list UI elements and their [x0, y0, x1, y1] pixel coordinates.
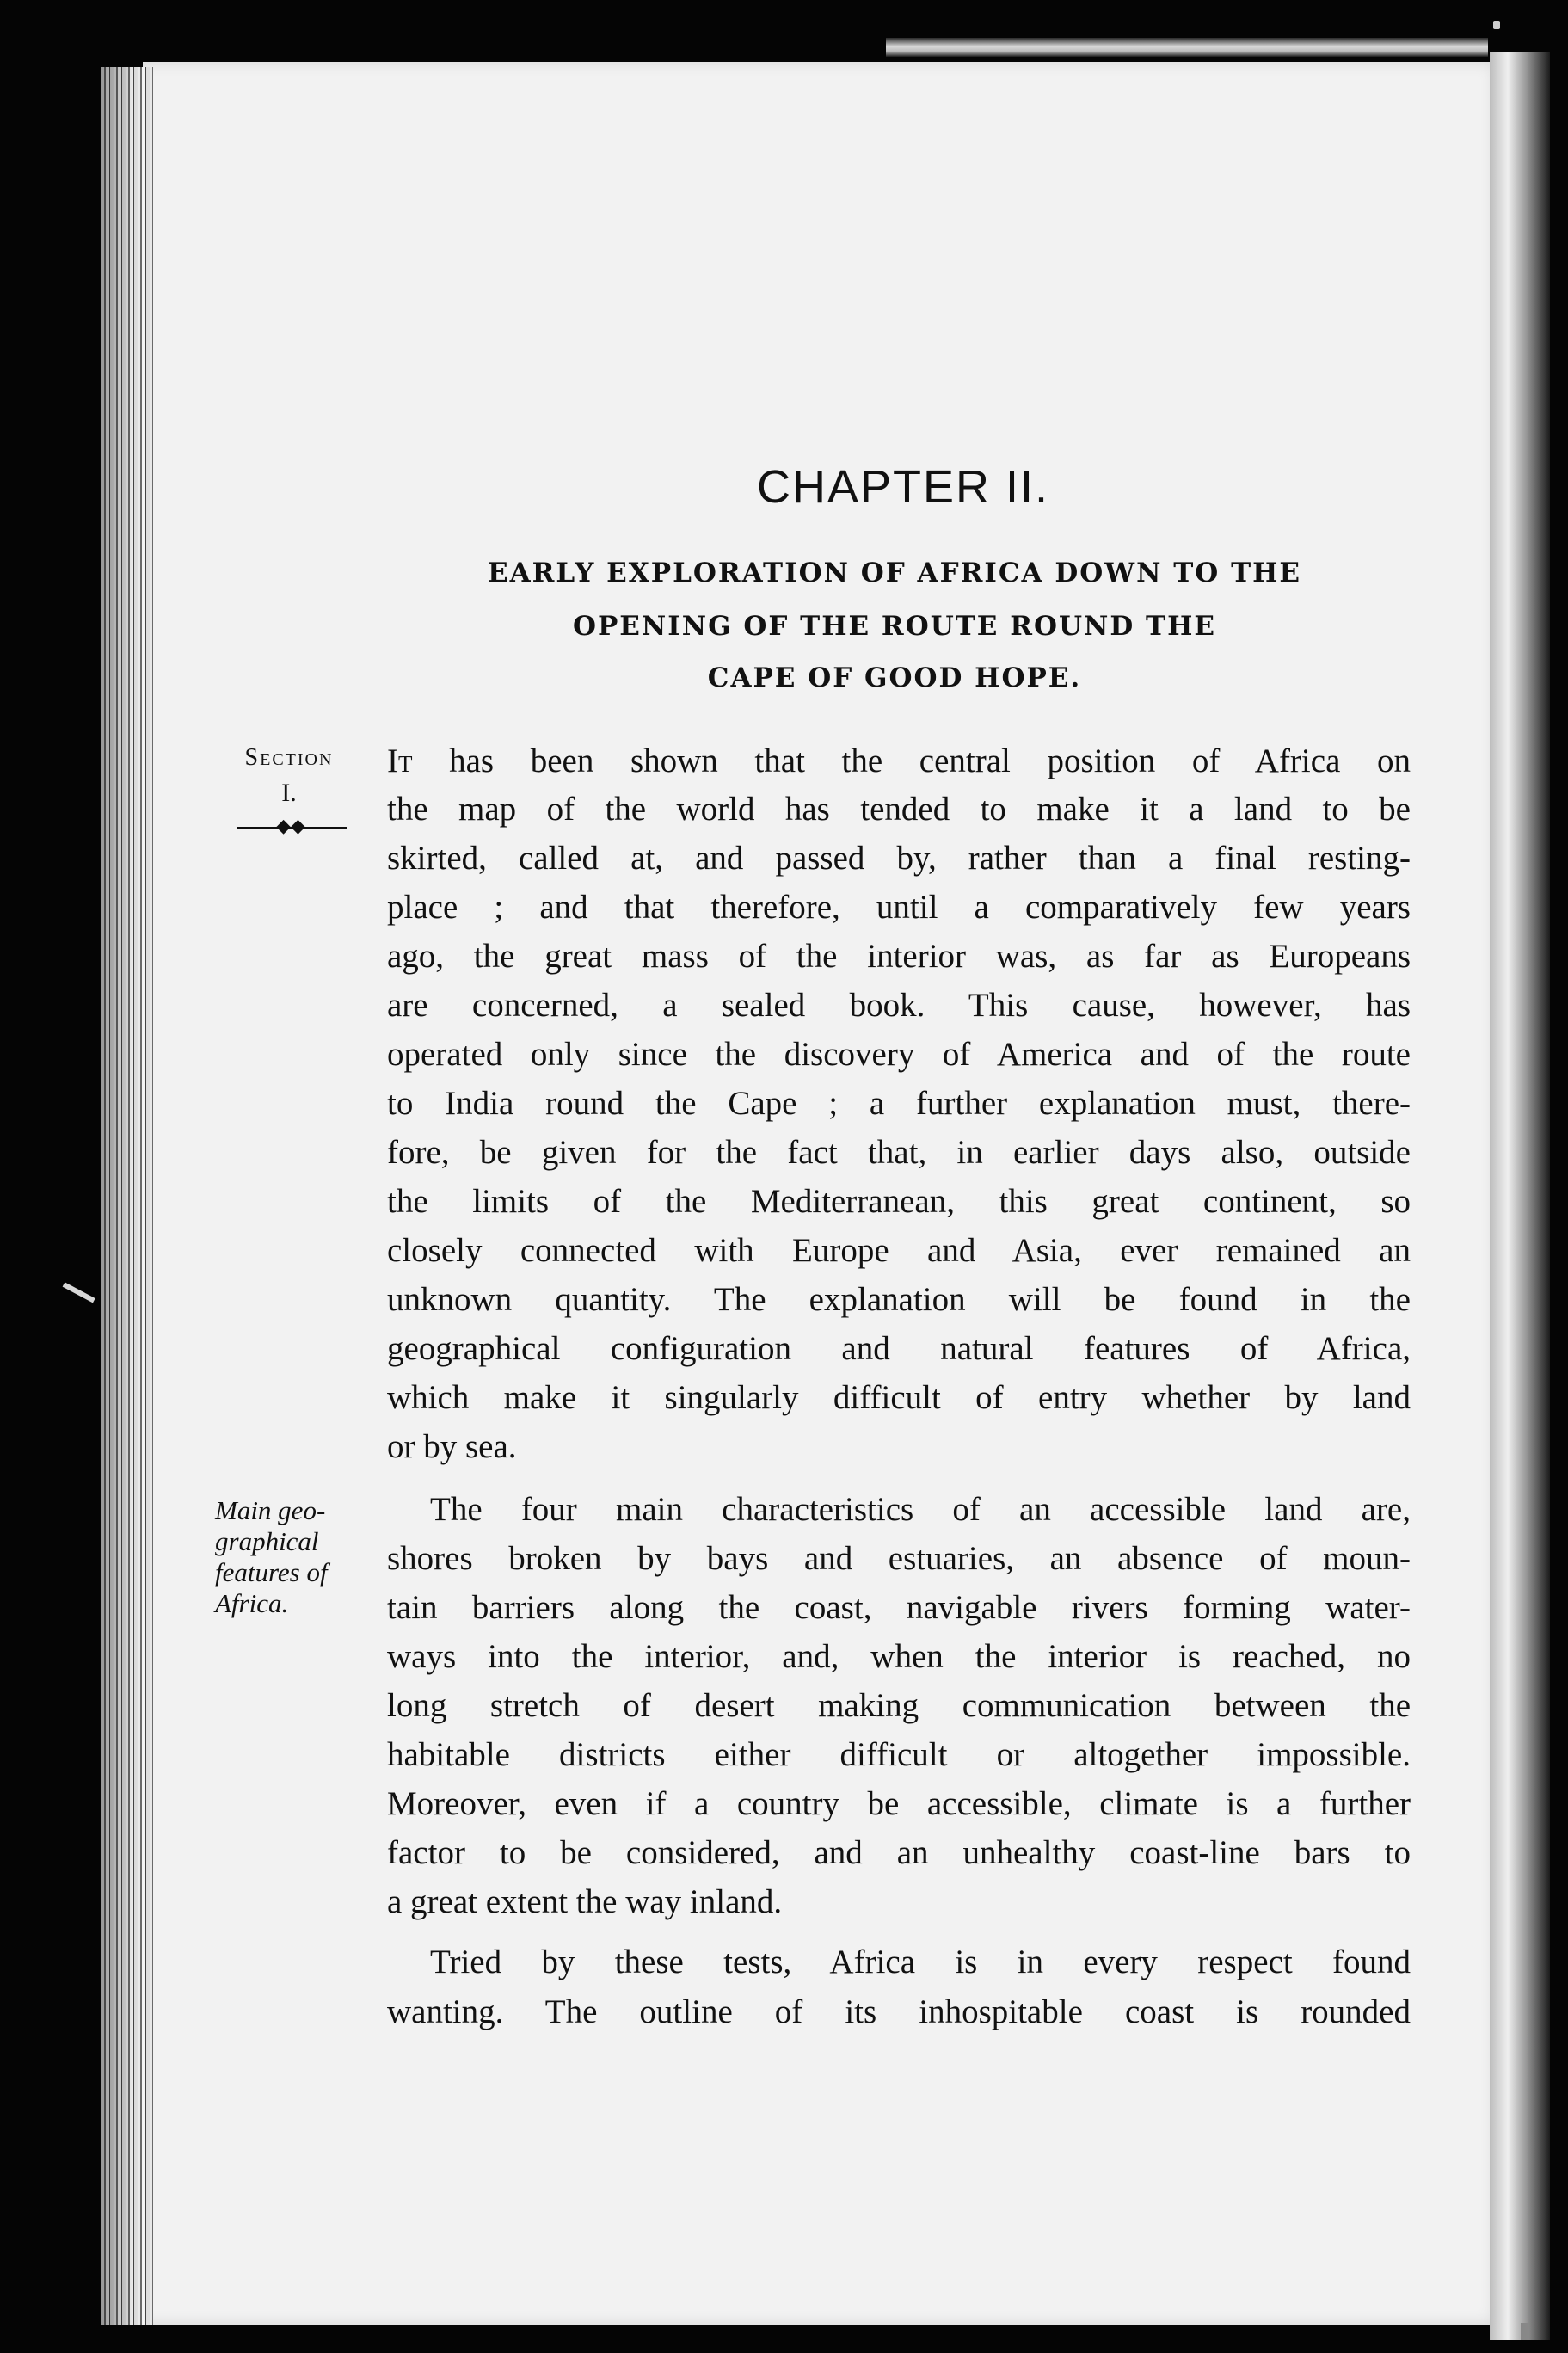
- body-line: The four main characteristics of an accessible land are,: [430, 1491, 1411, 1528]
- body-line: wanting. The outline of its inhospitable coast is rounded: [387, 1993, 1411, 2030]
- side-note-line: features of: [215, 1557, 328, 1587]
- scan-artifact-dot: [1493, 21, 1500, 29]
- body-line: tain barriers along the coast, navigable rivers forming water-: [387, 1589, 1411, 1626]
- side-note-line: Africa.: [215, 1588, 289, 1618]
- section-label: Section: [244, 744, 334, 771]
- body-line: the limits of the Mediterranean, this great continent, so: [387, 1183, 1411, 1220]
- chapter-heading-line-2: OPENING OF THE ROUTE ROUND THE: [572, 611, 1217, 642]
- body-line: place ; and that therefore, until a comparatively few years: [387, 889, 1411, 926]
- body-line: ago, the great mass of the interior was, as far as Europeans: [387, 938, 1411, 975]
- body-line: a great extent the way inland.: [387, 1883, 783, 1920]
- body-line: or by sea.: [387, 1428, 517, 1465]
- chapter-heading-line-3: CAPE OF GOOD HOPE.: [707, 662, 1082, 693]
- drop-word: It: [387, 742, 413, 779]
- body-line: which make it singularly difficult of entry whether by land: [387, 1379, 1411, 1416]
- body-line: [387, 742, 1411, 780]
- chapter-title: CHAPTER II.: [756, 461, 1050, 513]
- body-line: the map of the world has tended to make it a land to be: [387, 791, 1411, 828]
- body-line: to India round the Cape ; a further explanation must, there-: [387, 1085, 1411, 1122]
- section-ornament: ◆◆: [276, 815, 305, 836]
- body-line: fore, be given for the fact that, in earlier days also, outside: [387, 1134, 1411, 1171]
- section-number: I.: [281, 779, 297, 807]
- body-line: long stretch of desert making communication between the: [387, 1687, 1411, 1724]
- page-right-edge: [1490, 52, 1550, 2340]
- page-gutter-shade: [101, 67, 153, 2325]
- side-note-line: Main geo-: [215, 1495, 326, 1525]
- side-note: [215, 1495, 370, 1619]
- body-line: skirted, called at, and passed by, rather than a final resting-: [387, 840, 1411, 877]
- body-line: habitable districts either difficult or altogether impossible.: [387, 1736, 1411, 1773]
- chapter-heading-line-1: EARLY EXPLORATION OF AFRICA DOWN TO THE: [487, 557, 1302, 588]
- body-line: unknown quantity. The explanation will be found in the: [387, 1281, 1411, 1318]
- body-line: geographical configuration and natural features of Africa,: [387, 1330, 1411, 1367]
- body-line: operated only since the discovery of America and of the route: [387, 1036, 1411, 1073]
- side-note-line: graphical: [215, 1526, 319, 1556]
- body-line: Tried by these tests, Africa is in every respect found: [430, 1943, 1411, 1980]
- body-line: are concerned, a sealed book. This cause, however, has: [387, 987, 1411, 1024]
- body-line: factor to be considered, and an unhealthy coast-line bars to: [387, 1834, 1411, 1871]
- body-line: closely connected with Europe and Asia, ever remained an: [387, 1232, 1411, 1269]
- body-line-rest: has been shown that the central position of Africa on: [412, 742, 1411, 779]
- body-line: Moreover, even if a country be accessible, climate is a further: [387, 1785, 1411, 1822]
- scan-artifact-edge: [1521, 2323, 1529, 2340]
- body-line: ways into the interior, and, when the interior is reached, no: [387, 1638, 1411, 1675]
- scan-artifact-top: [886, 38, 1488, 57]
- body-line: shores broken by bays and estuaries, an absence of moun-: [387, 1540, 1411, 1577]
